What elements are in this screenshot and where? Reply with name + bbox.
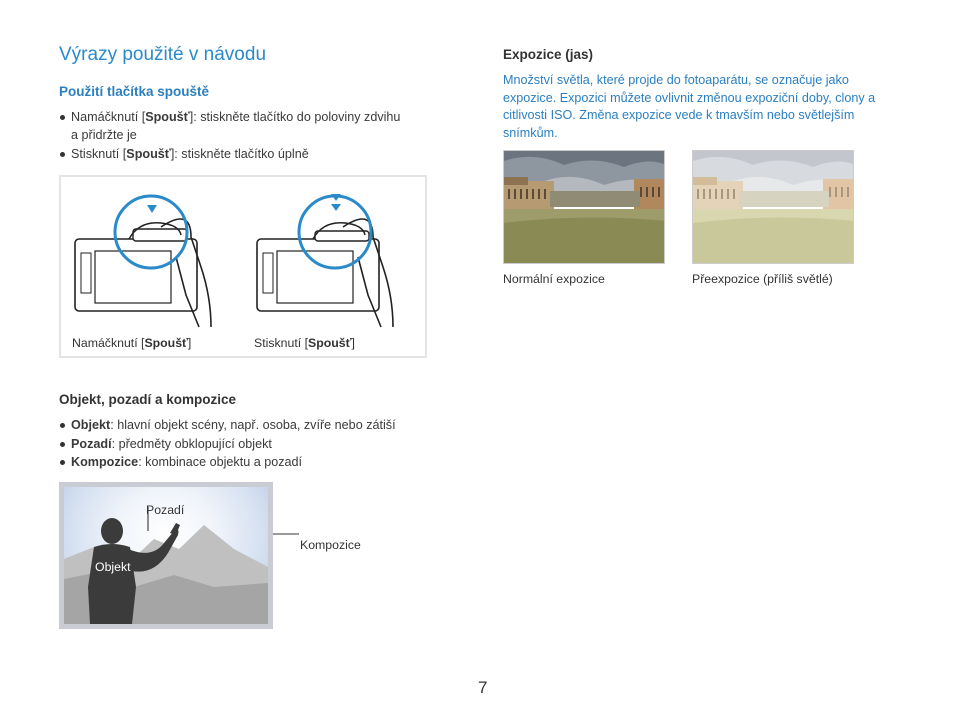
photo-overexposure — [692, 150, 854, 264]
bullet-key: Spoušť — [145, 110, 190, 124]
page-title: Výrazy použité v návodu — [59, 44, 267, 65]
bullet-text: : hlavní objekt scény, např. osoba, zvíře nebo zátiší — [110, 418, 396, 432]
composition-bullet-subject — [59, 417, 479, 435]
bullet-term: Objekt — [71, 418, 111, 432]
caption-normal-exposure: Normální expozice — [503, 272, 605, 286]
label-subject: Objekt — [95, 560, 131, 574]
bullet-text: : kombinace objektu a pozadí — [138, 455, 303, 469]
bullet-key: Spoušť — [126, 147, 171, 161]
bullet-text: ]: stiskněte tlačítko do poloviny zdvihu a přidržte je — [71, 110, 401, 142]
caption-overexposure: Přeexpozice (příliš světlé) — [692, 272, 833, 286]
composition-bullet-composition — [59, 454, 479, 472]
label-background: Pozadí — [146, 503, 185, 517]
exposure-description: Množství světla, které projde do fotoaparátu, se označuje jako expozice. Expozici můžete ovlivnit změnou expoziční doby, clony a citlivosti ISO. Změna expozice vede k tmavším nebo světlejším snímkům. — [503, 73, 876, 140]
caption-text: Stisknutí [ — [254, 336, 308, 350]
camera-half-press-illustration — [75, 196, 211, 327]
bullet-text: ]: stiskněte tlačítko úplně — [170, 147, 309, 161]
exposure-heading: Expozice (jas) — [503, 47, 594, 62]
caption-full-press — [254, 336, 355, 350]
shutter-illustration-box — [59, 175, 427, 358]
caption-half-press — [72, 336, 191, 350]
photo-normal-exposure — [503, 150, 665, 264]
bullet-text: Stisknutí [ — [71, 147, 127, 161]
shutter-bullet-list — [59, 109, 409, 164]
shutter-bullet-full — [59, 146, 409, 164]
label-composition: Kompozice — [300, 538, 361, 552]
shutter-illustration — [61, 177, 425, 356]
bullet-text: : předměty obklopující objekt — [111, 436, 272, 451]
composition-bullet-background — [59, 436, 479, 454]
caption-text: ] — [351, 336, 355, 350]
shutter-bullet-half — [59, 109, 409, 144]
composition-leader-line — [273, 528, 303, 550]
caption-key: Spoušť — [308, 336, 352, 350]
bullet-term: Kompozice — [71, 455, 139, 469]
caption-text: Namáčknutí [ — [72, 336, 145, 350]
composition-bullet-list — [59, 417, 479, 472]
bullet-term: Pozadí — [71, 436, 112, 451]
composition-heading: Objekt, pozadí a kompozice — [59, 392, 237, 407]
shutter-heading: Použití tlačítka spouště — [59, 84, 210, 99]
bullet-text: Namáčknutí [ — [71, 110, 146, 124]
camera-full-press-illustration — [257, 194, 393, 327]
page-number: 7 — [478, 678, 488, 697]
caption-text: ] — [187, 336, 192, 350]
caption-key: Spoušť — [144, 336, 188, 350]
